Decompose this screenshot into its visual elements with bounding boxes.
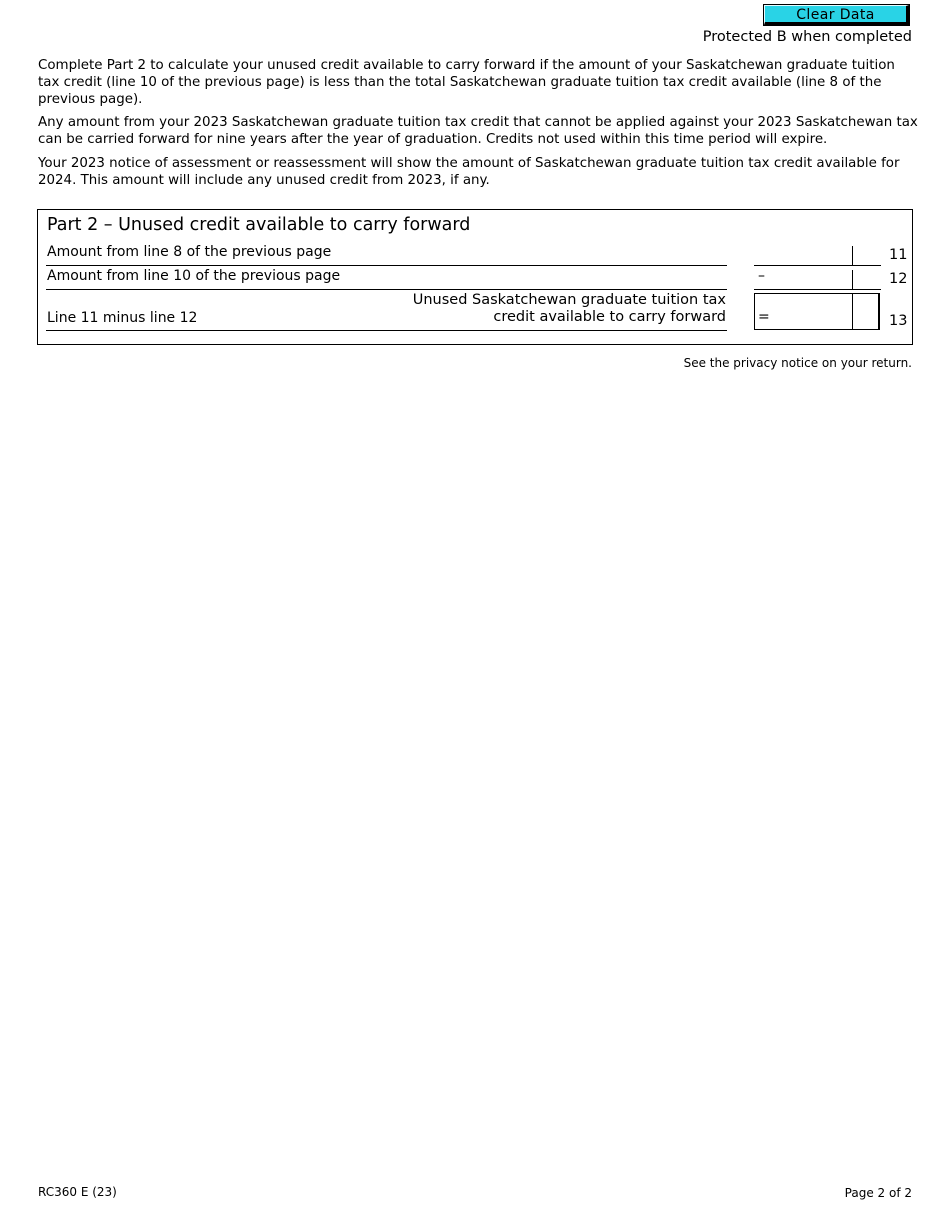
line-13-description-line-1: Unused Saskatchewan graduate tuition tax [412,292,726,308]
line-13-dollars-input[interactable] [770,295,851,328]
line-11-cents-input[interactable] [853,246,880,265]
privacy-notice: See the privacy notice on your return. [683,356,912,370]
line-12-cents-input[interactable] [853,270,880,289]
line-number-12: 12 [889,271,908,287]
equals-sign: = [758,309,770,325]
line-12-underline [46,289,727,290]
line-11-underline [46,265,727,266]
minus-sign: – [758,268,765,284]
line-12-dollars-input[interactable] [768,270,852,289]
form-identifier: RC360 E (23) [38,1185,117,1199]
line-12-label: Amount from line 10 of the previous page [47,268,341,284]
page-number: Page 2 of 2 [844,1186,912,1200]
line-13-underline [46,330,727,331]
line-number-11: 11 [889,247,908,263]
line-11-label: Amount from line 8 of the previous page [47,244,332,260]
line-11-cents-divider [852,246,853,265]
part-2-title: Part 2 – Unused credit available to carry forward [47,215,471,235]
line-13-label: Line 11 minus line 12 [47,310,198,326]
intro-text [38,57,918,189]
line-13-cents-input[interactable] [853,295,878,328]
intro-paragraph-3: Your 2023 notice of assessment or reassessment will show the amount of Saskatchewan graduate tuition tax credit available for 2024. This amount will include any unused credit from 2023, if any. [38,156,900,188]
clear-data-button[interactable]: Clear Data [764,5,909,25]
line-number-13: 13 [889,313,908,329]
protected-status: Protected B when completed [702,29,912,45]
line-11-field-underline [754,265,881,266]
line-13-cents-divider [852,294,853,329]
line-12-field-underline [754,289,881,290]
line-11-dollars-input[interactable] [754,246,852,265]
line-13-description-line-2: credit available to carry forward [493,309,726,325]
line-13-description [380,292,726,326]
line-12-cents-divider [852,270,853,289]
intro-paragraph-2: Any amount from your 2023 Saskatchewan graduate tuition tax credit that cannot be applied against your 2023 Saskatchewan tax can be carried forward for nine years after the year of graduation. Credits not used within this time period will expire. [38,115,918,147]
intro-paragraph-1: Complete Part 2 to calculate your unused credit available to carry forward if the amount of your Saskatchewan graduate tuition tax credit (line 10 of the previous page) is less than the total Saskatchewan graduate tuition tax credit available (line 8 of the previous page). [38,58,895,107]
